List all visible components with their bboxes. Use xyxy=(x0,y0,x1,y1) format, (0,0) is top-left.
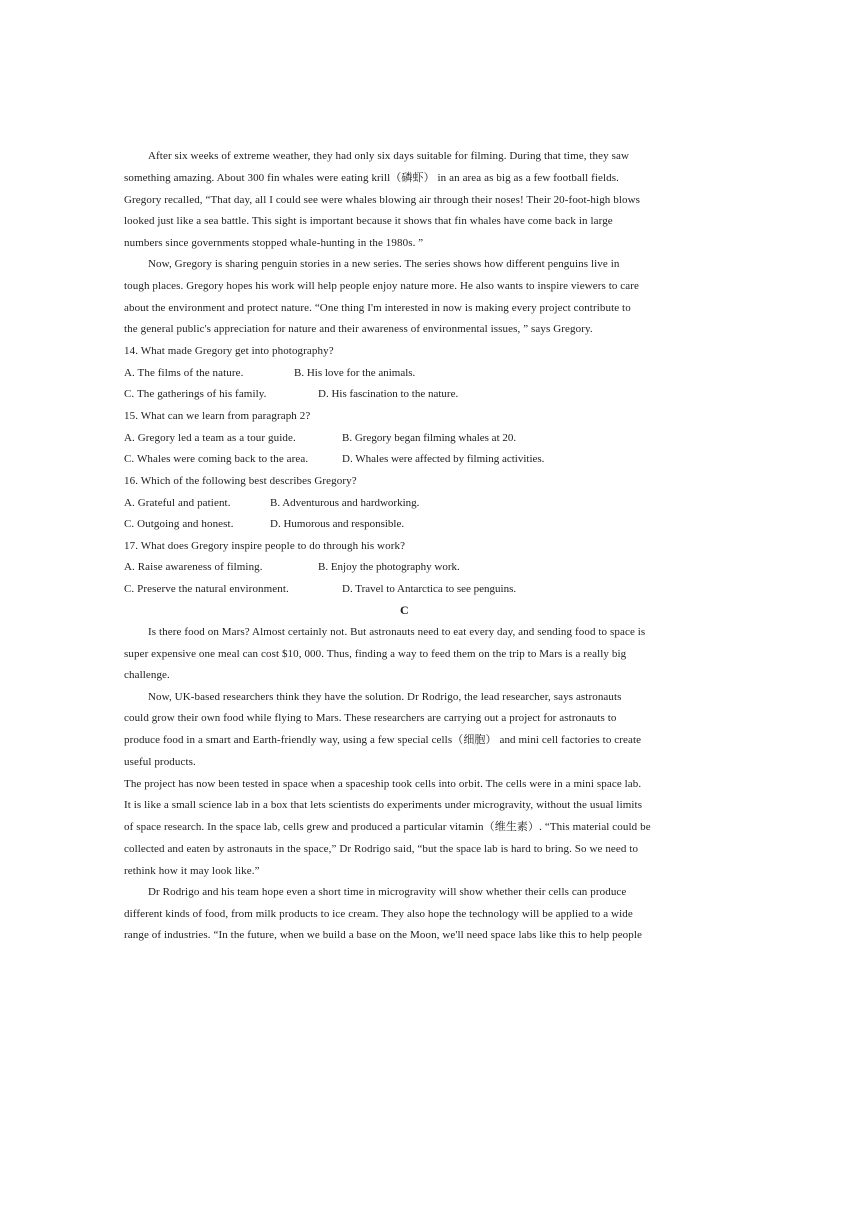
option-b: B. Enjoy the photography work. xyxy=(318,561,460,573)
passage-b-line: something amazing. About 300 fin whales were eating krill（磷虾） in an area as big as a few football fields. xyxy=(124,172,619,184)
option-c: C. The gatherings of his family. xyxy=(124,388,267,400)
passage-c-line: useful products. xyxy=(124,756,196,768)
option-c: C. Outgoing and honest. xyxy=(124,518,234,530)
option-a: A. Raise awareness of filming. xyxy=(124,561,263,573)
option-c: C. Preserve the natural environment. xyxy=(124,583,289,595)
question-text: 16. Which of the following best describes Gregory? xyxy=(124,475,357,487)
passage-c-line: challenge. xyxy=(124,669,170,681)
option-a: A. The films of the nature. xyxy=(124,367,244,379)
option-d: D. Whales were affected by filming activities. xyxy=(342,453,545,465)
question-text: 17. What does Gregory inspire people to do through his work? xyxy=(124,540,406,552)
passage-b-line: about the environment and protect nature. “One thing I'm interested in now is making every project contribute to xyxy=(124,302,631,314)
passage-c-line: super expensive one meal can cost $10, 000. Thus, finding a way to feed them on the trip to Mars is a really big xyxy=(124,648,627,660)
passage-c-line: produce food in a smart and Earth-friendly way, using a few special cells（细胞） and mini cell factories to create xyxy=(124,734,642,746)
passage-c-line: Dr Rodrigo and his team hope even a short time in microgravity will show whether their cells can produce xyxy=(148,886,627,898)
passage-b-line: After six weeks of extreme weather, they had only six days suitable for filming. During that time, they saw xyxy=(148,150,629,162)
option-d: D. His fascination to the nature. xyxy=(318,388,459,400)
passage-b-line: the general public's appreciation for nature and their awareness of environmental issues, ” says Gregory. xyxy=(124,323,593,335)
passage-c-line: range of industries. “In the future, when we build a base on the Moon, we'll need space labs like this to help people xyxy=(124,929,643,941)
passage-c-line: rethink how it may look like.” xyxy=(124,865,260,877)
passage-c-line: It is like a small science lab in a box that lets scientists do experiments under microgravity, without the usual limits xyxy=(124,799,643,811)
passage-b-line: Now, Gregory is sharing penguin stories in a new series. The series shows how different penguins live in xyxy=(148,258,620,270)
passage-c-line: The project has now been tested in space when a spaceship took cells into orbit. The cells were in a mini space lab. xyxy=(124,778,642,790)
passage-c-line: Is there food on Mars? Almost certainly not. But astronauts need to eat every day, and sending food to space is xyxy=(148,626,646,638)
option-d: D. Travel to Antarctica to see penguins. xyxy=(342,583,517,595)
option-b: B. His love for the animals. xyxy=(294,367,416,379)
question-text: 14. What made Gregory get into photography? xyxy=(124,345,334,357)
passage-c-line: of space research. In the space lab, cells grew and produced a particular vitamin（维生素）. “This material could be xyxy=(124,821,651,833)
passage-b-line: Gregory recalled, “That day, all I could see were whales blowing air through their noses! Their 20-foot-high blows xyxy=(124,194,641,206)
question-text: 15. What can we learn from paragraph 2? xyxy=(124,410,311,422)
passage-c-line: different kinds of food, from milk products to ice cream. They also hope the technology will be applied to a wide xyxy=(124,908,633,920)
option-b: B. Adventurous and hardworking. xyxy=(270,497,420,509)
passage-c-line: collected and eaten by astronauts in the space,” Dr Rodrigo said, “but the space lab is hard to bring. So we need to xyxy=(124,843,639,855)
passage-b-line: tough places. Gregory hopes his work will help people enjoy nature more. He also wants to inspire viewers to care xyxy=(124,280,640,292)
option-b: B. Gregory began filming whales at 20. xyxy=(342,432,517,444)
option-a: A. Gregory led a team as a tour guide. xyxy=(124,432,296,444)
passage-b-line: numbers since governments stopped whale-hunting in the 1980s. ” xyxy=(124,237,424,249)
option-c: C. Whales were coming back to the area. xyxy=(124,453,309,465)
option-a: A. Grateful and patient. xyxy=(124,497,231,509)
passage-c-line: Now, UK-based researchers think they have the solution. Dr Rodrigo, the lead researcher, says astronauts xyxy=(148,691,622,703)
passage-c-line: could grow their own food while flying to Mars. These researchers are carrying out a project for astronauts to xyxy=(124,712,617,724)
passage-b-line: looked just like a sea battle. This sight is important because it shows that fin whales have come back in large xyxy=(124,215,613,227)
option-d: D. Humorous and responsible. xyxy=(270,518,405,530)
section-heading: C xyxy=(400,603,409,617)
